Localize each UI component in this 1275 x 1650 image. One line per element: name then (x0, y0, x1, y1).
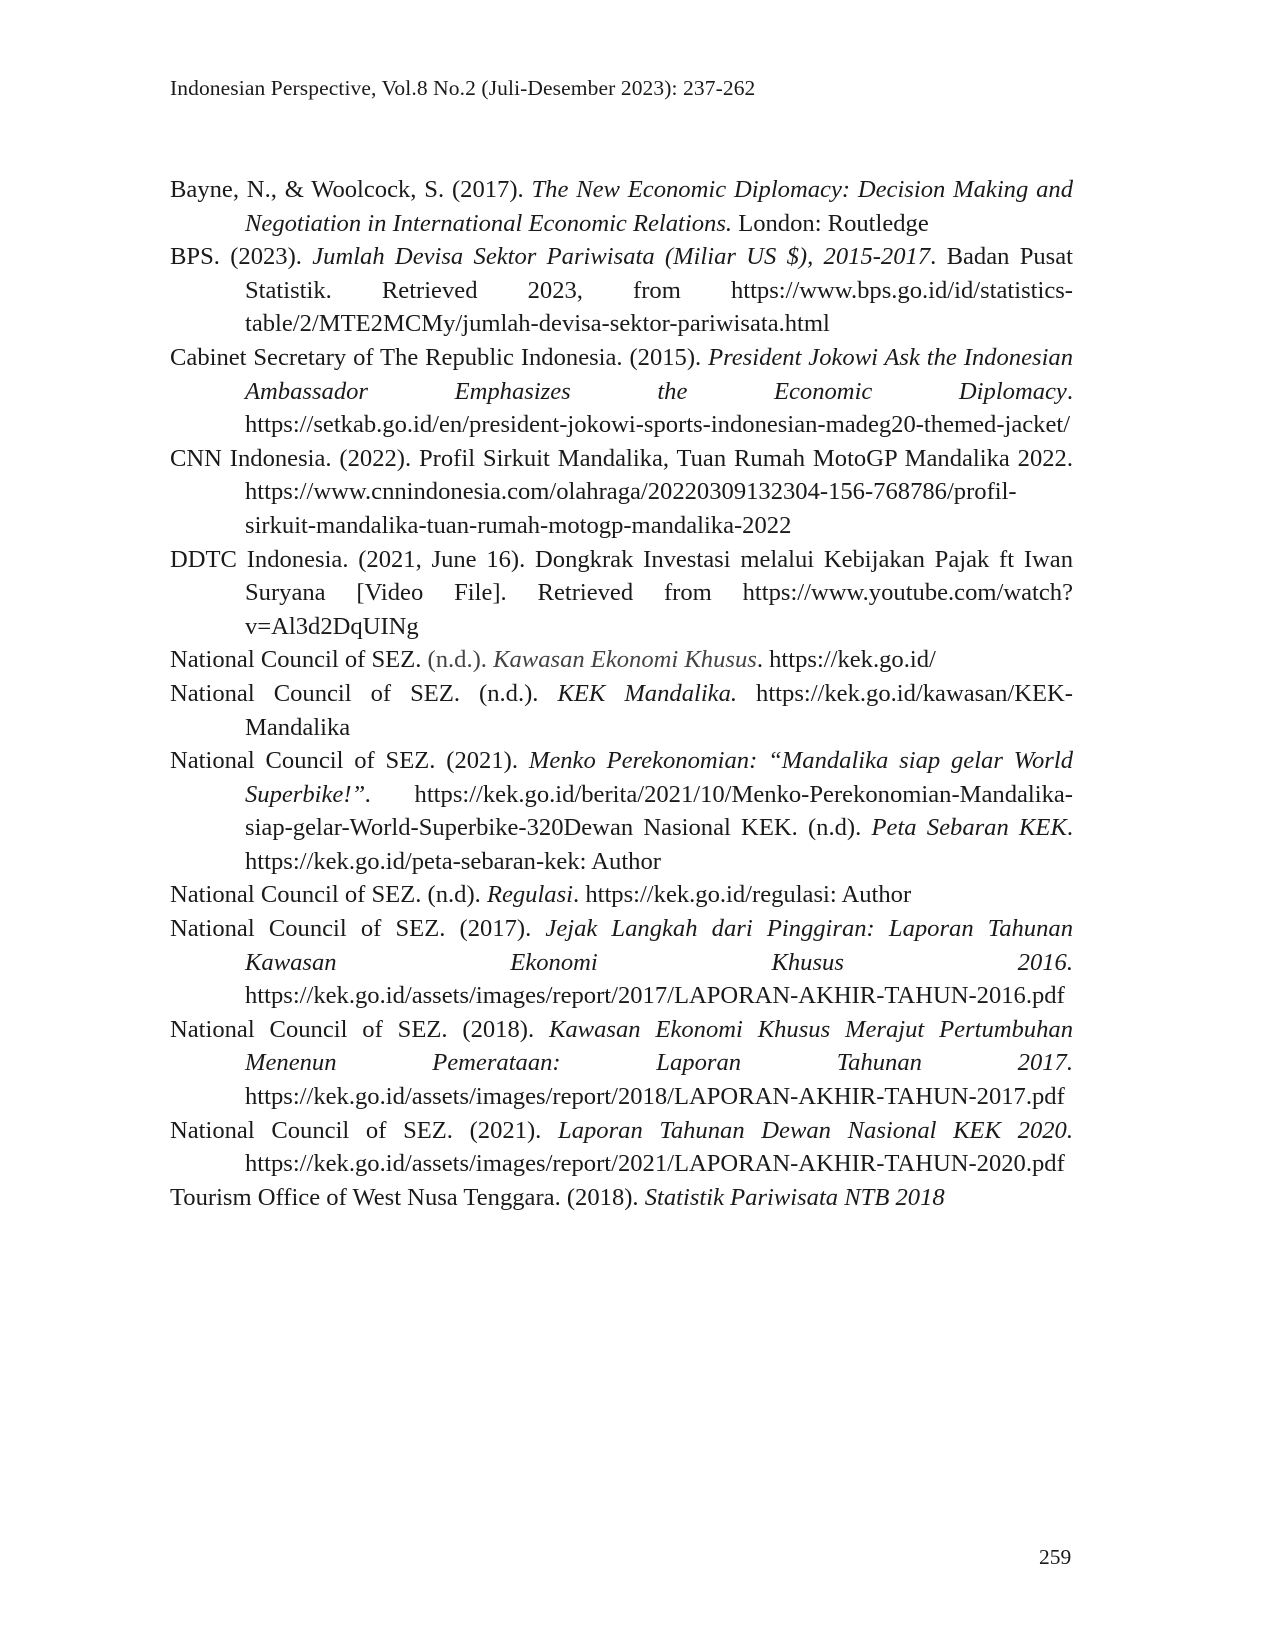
reference-entry (170, 1181, 1073, 1215)
reference-author-year: National Council of SEZ. (n.d.). (170, 679, 558, 707)
page-number: 259 (1039, 1545, 1072, 1569)
reference-entry (170, 1013, 1073, 1114)
reference-source: https://kek.go.id/assets/images/report/2021/LAPORAN-AKHIR-TAHUN-2020.pdf (245, 1150, 1065, 1178)
reference-entry (170, 677, 1073, 744)
reference-title-secondary: Peta Sebaran KEK (871, 814, 1067, 842)
reference-source: . https://kek.go.id/ (756, 646, 936, 674)
reference-title: Kawasan Ekonomi Khusus (493, 646, 757, 674)
reference-author-year: Tourism Office of West Nusa Tenggara. (2018). (170, 1183, 645, 1211)
reference-entry (170, 1114, 1073, 1181)
reference-entry (170, 240, 1073, 341)
reference-entry (170, 643, 1073, 677)
reference-source: https://kek.go.id/kawasan/KEK-Mandalika (245, 679, 1073, 741)
reference-title: Jumlah Devisa Sektor Pariwisata (Miliar US $), 2015-2017 (312, 243, 931, 271)
reference-title: Jejak Langkah dari Pinggiran: Laporan Tahunan Kawasan Ekonomi Khusus 2016. (245, 915, 1073, 976)
reference-list (170, 173, 1073, 1214)
reference-title: Menko Perekonomian: “Mandalika siap gelar World Superbike!”. (245, 747, 1073, 808)
reference-entry (170, 912, 1073, 1013)
reference-source-secondary: . https://kek.go.id/peta-sebaran-kek: Author (245, 814, 1074, 875)
reference-title: KEK Mandalika. (557, 679, 738, 707)
reference-source: . https://setkab.go.id/en/president-jokowi-sports-indonesian-madeg20-themed-jacket/ (245, 377, 1073, 439)
reference-author-year: National Council of SEZ. (2018). (170, 1015, 549, 1043)
reference-author: National Council of SEZ. (170, 646, 428, 674)
reference-title: Statistik Pariwisata NTB 2018 (644, 1183, 945, 1211)
reference-author-year: BPS. (2023). (170, 243, 313, 271)
reference-author-year: National Council of SEZ. (n.d). (170, 881, 487, 909)
running-header: Indonesian Perspective, Vol.8 No.2 (Juli-Desember 2023): 237-262 (170, 76, 756, 100)
reference-entry (170, 442, 1073, 543)
reference-entry (170, 543, 1073, 644)
reference-title: Laporan Tahunan Dewan Nasional KEK 2020. (558, 1116, 1073, 1144)
reference-text: DDTC Indonesia. (2021, June 16). Dongkrak Investasi melalui Kebijakan Pajak ft Iwan Suryana [Video File]. Retrieved from https://www.youtube.com/watch?v=Al3d2DqUINg (170, 545, 1073, 640)
reference-author-year: National Council of SEZ. (2021). (170, 747, 529, 775)
reference-author-year: National Council of SEZ. (2017). (170, 915, 546, 943)
reference-entry (170, 341, 1073, 442)
reference-source: https://kek.go.id/berita/2021/10/Menko-Perekonomian-Mandalika-siap-gelar-World-Superbike-320Dewan Nasional KEK. (n.d). (245, 780, 1073, 842)
reference-source: . https://kek.go.id/regulasi: Author (573, 881, 912, 909)
reference-text: CNN Indonesia. (2022). Profil Sirkuit Mandalika, Tuan Rumah MotoGP Mandalika 2022. https://www.cnnindonesia.com/olahraga/20220309132304-156-768786/profil-sirkuit-mandalika-tuan-rumah-motogp-mandalika-2022 (170, 444, 1073, 539)
reference-author-year: Bayne, N., & Woolcock, S. (2017). (170, 176, 532, 203)
reference-source: . Badan Pusat Statistik. Retrieved 2023, from https://www.bps.go.id/id/statistics-table/2/MTE2MCMy/jumlah-devisa-sektor-pariwisata.html (245, 243, 1073, 338)
reference-source: https://kek.go.id/assets/images/report/2018/LAPORAN-AKHIR-TAHUN-2017.pdf (245, 1083, 1065, 1111)
reference-title: Regulasi (486, 881, 574, 909)
reference-author-year: Cabinet Secretary of The Republic Indonesia. (2015). (170, 343, 709, 371)
reference-entry (170, 173, 1073, 240)
reference-year: (n.d.). (427, 646, 494, 674)
reference-source: London: Routledge (732, 209, 929, 237)
reference-title: The New Economic Diplomacy: Decision Making and Negotiation in International Economic Relations. (245, 176, 1073, 237)
reference-author-year: National Council of SEZ. (2021). (170, 1116, 559, 1144)
reference-title: President Jokowi Ask the Indonesian Ambassador Emphasizes the Economic Diplomacy (245, 343, 1073, 405)
reference-source: https://kek.go.id/assets/images/report/2017/LAPORAN-AKHIR-TAHUN-2016.pdf (245, 982, 1065, 1010)
reference-title: Kawasan Ekonomi Khusus Merajut Pertumbuhan Menenun Pemerataan: Laporan Tahunan 2017. (245, 1015, 1073, 1077)
reference-entry (170, 744, 1073, 878)
reference-entry (170, 878, 1073, 912)
